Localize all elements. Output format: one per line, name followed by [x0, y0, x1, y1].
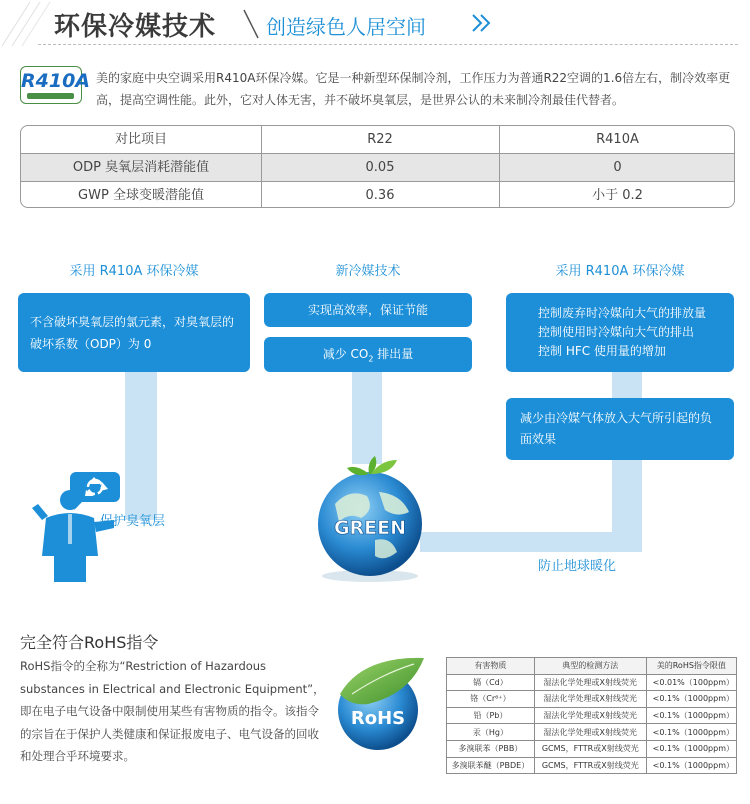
table-cell: 汞（Hg） [447, 724, 535, 741]
table-cell: <0.1%（1000ppm） [646, 740, 736, 757]
r410a-logo: R410A [20, 66, 82, 104]
double-chevron-right-icon [470, 12, 494, 34]
flow-pipe-left [125, 372, 157, 520]
table-cell: 湿法化学处理或X射线荧光 [534, 707, 646, 724]
flow-pipe-bottom [420, 532, 642, 552]
header-stripes-icon [0, 0, 60, 48]
page-header [0, 0, 750, 48]
flow-right-box-reduce: 减少由冷媒气体放入大气所引起的负面效果 [506, 398, 734, 460]
table-header-cell: R22 [367, 132, 393, 147]
result-prevent-warming: 防止地球暖化 [538, 559, 617, 574]
flow-right-heading: 采用 R410A 环保冷媒 [555, 264, 685, 279]
table-cell: 0 [613, 160, 622, 175]
table-cell: GCMS，FTTR或X射线荧光 [534, 740, 646, 757]
table-cell: <0.1%（1000ppm） [646, 707, 736, 724]
refrigerant-compare-table [20, 125, 735, 208]
table-header-cell: 美的RoHS指令限值 [646, 658, 736, 675]
table-cell: 湿法化学处理或X射线荧光 [534, 691, 646, 708]
table-header-row [447, 658, 737, 675]
table-cell: 铅（Pb） [447, 707, 535, 724]
table-cell: 小于 0.2 [592, 188, 643, 203]
table-row [21, 154, 735, 182]
table-row [447, 691, 737, 708]
table-row [447, 707, 737, 724]
table-header-cell: R410A [596, 132, 639, 147]
table-cell: <0.1%（1000ppm） [646, 757, 736, 774]
table-header-row [21, 126, 735, 154]
table-row [21, 182, 735, 208]
page-title: 环保冷媒技术 [54, 12, 217, 42]
result-protect-ozone: 保护臭氧层 [100, 514, 166, 529]
page-subtitle: 创造绿色人居空间 [266, 15, 426, 39]
flow-pipe-center [352, 372, 382, 464]
table-cell: GCMS，FTTR或X射线荧光 [534, 757, 646, 774]
flow-left-box: 不含破坏臭氧层的氯元素，对臭氧层的破坏系数（ODP）为 0 [18, 293, 250, 372]
rohs-title: 完全符合RoHS指令 [20, 633, 159, 652]
flow-center-heading: 新冷媒技术 [335, 264, 401, 279]
rohs-globe-icon [332, 654, 432, 754]
table-row [447, 674, 737, 691]
flow-center-box-efficiency: 实现高效率，保证节能 [264, 293, 472, 327]
rohs-substance-table [446, 657, 737, 774]
table-cell: <0.1%（1000ppm） [646, 724, 736, 741]
table-cell: 多溴联苯（PBB） [447, 740, 535, 757]
flow-right-box-control [506, 293, 734, 372]
table-header-cell: 对比项目 [114, 132, 167, 147]
table-row [447, 757, 737, 774]
table-cell: <0.1%（1000ppm） [646, 691, 736, 708]
table-cell: 0.05 [365, 160, 395, 175]
table-cell: 铬（Cr⁶⁺） [447, 691, 535, 708]
table-header-cell: 典型的检测方法 [534, 658, 646, 675]
rohs-paragraph: RoHS指令的全称为“Restriction of Hazardous substances in Electrical and Electronic Equipment”，即在电子电气设备中限制使用某些有害物质的指令。该指令的宗旨在于保护人类健康和保证报废电子、电气设备的回收和处理合乎环境要求。 [20, 659, 325, 763]
list-item: 控制使用时冷媒向大气的排出 [538, 325, 695, 339]
list-item: 控制 HFC 使用量的增加 [538, 344, 666, 358]
header-divider [38, 44, 738, 45]
table-cell: 湿法化学处理或X射线荧光 [534, 674, 646, 691]
table-cell: 湿法化学处理或X射线荧光 [534, 724, 646, 741]
flow-left-heading: 采用 R410A 环保冷媒 [69, 264, 199, 279]
table-row [447, 740, 737, 757]
list-item: 控制废弃时冷媒向大气的排放量 [538, 306, 707, 320]
table-cell: 镉（Cd） [447, 674, 535, 691]
table-cell: 0.36 [365, 188, 395, 203]
table-row [447, 724, 737, 741]
table-cell: GWP 全球变暖潜能值 [78, 188, 204, 203]
flow-center-box-co2: 减少 $CO_2$ 排出量 [264, 337, 472, 372]
header-divider-icon [240, 8, 262, 40]
svg-text:RoHS: RoHS [350, 708, 406, 729]
table-cell: <0.01%（100ppm） [646, 674, 736, 691]
table-cell: 多溴联苯醚（PBDE） [447, 757, 535, 774]
green-globe-icon [305, 452, 435, 584]
table-header-cell: 有害物质 [447, 658, 535, 675]
table-cell: ODP 臭氧层消耗潜能值 [72, 160, 210, 175]
svg-text:GREEN: GREEN [333, 517, 407, 539]
intro-paragraph: 美的家庭中央空调采用R410A环保冷媒。它是一种新型环保制冷剂，工作压力为普通R22空调的1.6倍左右，制冷效率更高，提高空调性能。此外，它对人体无害，并不破坏臭氧层，是世界公认的未来制冷剂最佳代替者。 [96, 71, 731, 107]
